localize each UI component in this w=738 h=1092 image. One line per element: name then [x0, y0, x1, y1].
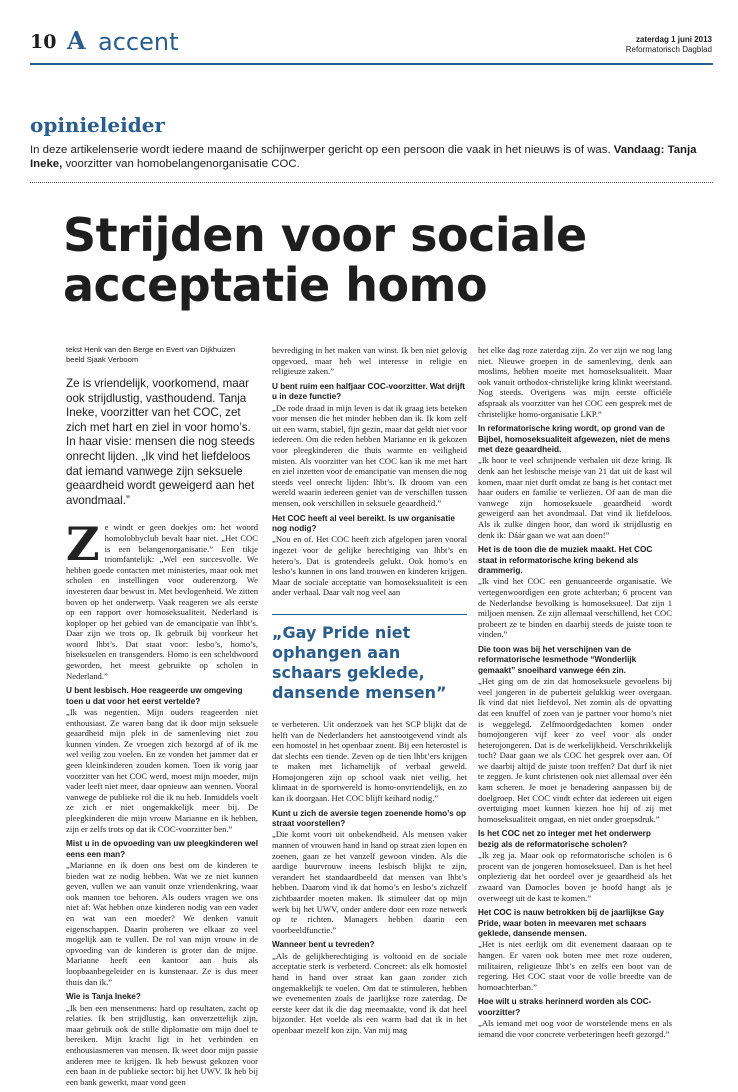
- answer: „Ik vind het COC een genuanceerde organisatie. We vertegenwoordigen een grote achterban; 6 procent van de Nederlandse bevolking is homoseksueel. Dat zijn 1 miljoen mensen. Ze zijn allemaal verschillend, het COC probeert ze te binden en daarbij steeds de juiste toon te vinden.”: [478, 576, 672, 640]
- answer: „Die komt voort uit onbekendheid. Als mensen vaker mannen of vrouwen hand in hand op straat zien lopen en zoenen, gaan ze het vanzelf gewoon vinden. Als die aardige buurvrouw ineens lesbisch blijkt te zijn, verandert het standaardbeeld dat mensen van lhbt’s hebben. Daarom vind ik dat homo’s en lesbo’s zichzelf zichtbaarder moeten maken. Ik stimuleer dat op mijn werk bij het UWV, onder andere door een roze netwerk op te richten. Managers hebben daarin een voorbeeldfunctie.”: [272, 829, 467, 935]
- answer: „Ik was negentien. Mijn ouders reageerden niet enthousiast. Ze waren bang dat ik door mijn seksuele geaardheid mijn plek in de samenleving niet zou kunnen vinden. Ze vroegen zich bezorgd af of ik me wel veilig zou voelen. En ze vonden het jammer dat er geen kleinkinderen zouden komen. Toen ik vorig jaar voorzitter van het COC werd, moest mijn moeder, mijn vader leeft niet meer, daar opnieuw aan wennen. Vooral vanwege de publieke rol die ik nu heb. Inmiddels voelt ze zich er niet ongemakkelijk meer bij. De pleegkinderen die mijn vrouw Marianne en ik hebben, zijn er zelfs trots op dat ik COC-voorzitter ben.”: [66, 707, 258, 834]
- question: Mist u in de opvoeding van uw pleegkinderen wel eens een man?: [66, 839, 258, 859]
- answer: „Als de gelijkberechtiging is voltooid en de sociale acceptatie sterk is verbeterd. Concreet: als elk homostel hand in hand over straat kan gaan zonder zich ongemakkelijk te voelen. Om dat te stimuleren, hebben we evenementen zoals de jaarlijkse roze zaterdag. De eerste keer dat ik die dag meemaakte, vond ik dat heel bijzonder. Het voelde als een warm bad dat ik in het openbaar mezelf kon zijn. Van mij mag: [272, 950, 467, 1035]
- drop-cap: Z: [66, 517, 100, 572]
- question: Die toon was bij het verschijnen van de reformatorische lesmethode “Wonderlijk gemaakt” snoeihard vanwege één zin.: [478, 644, 637, 675]
- dateline: [626, 35, 712, 55]
- body-paragraph: bevrediging in het maken van winst. Ik ben niet gelovig opgevoed, maar heb wel interesse in religie en religieuze zaken.”: [272, 345, 467, 377]
- question: Het COC heeft al veel bereikt. Is uw organisatie nog nodig?: [272, 513, 455, 533]
- question: Is het COC net zo integer met het onderwerp bezig als de reformatorische scholen?: [478, 829, 651, 849]
- issue-date: zaterdag 1 juni 2013: [635, 35, 712, 44]
- question: In reformatorische kring wordt, op grond van de Bijbel, homoseksualiteit afgewezen, niet de mens met deze geaardheid.: [478, 424, 671, 454]
- section-title: accent: [98, 28, 179, 56]
- body-paragraph: Ze windt er geen doekjes om: het woord homolobbyclub bevalt haar niet. „Het COC is een belangenorganisatie.” Een tikje triomfantelijk: „Wel een succesvolle. We hebben goede contacten met ministeries, maar ook met scholen en instellingen voor ouderenzorg. We investeren daar bewust in. Met bevlogenheid. We zitten boven op het onderwerp. Vaak reageren we als eerste op een rapport over homoseksualiteit. Nederland is koploper op het gebied van de emancipatie van lhbt’s. Daar zijn we trots op. Ik gebruik bij voorkeur het woord lhbt’s. Dat staat voor: lesbo’s, homo’s, biseksuelen en transgenders. Homo is een scheldwoord geworden, het meest gebruikte op scholen in Nederland.”: [66, 517, 258, 681]
- question: U bent ruim een halfjaar COC-voorzitter. Wat drijft u in deze functie?: [272, 381, 466, 402]
- question: Het COC is nauw betrokken bij de jaarlijkse Gay Pride, waar boten in meevaren met schaars geklede, dansende mensen.: [478, 908, 665, 939]
- article-column-2: [272, 345, 467, 1041]
- pull-quote: „Gay Pride niet ophangen aan schaars geklede, dansende mensen”: [272, 614, 467, 703]
- question: U bent lesbisch. Hoe reageerde uw omgeving toen u dat voor het eerst vertelde?: [66, 686, 243, 706]
- question: Het is de toon die de muziek maakt. Het COC staat in reformatorische kring bekend als drammerig.: [478, 545, 653, 575]
- question: Wie is Tanja Ineke?: [66, 992, 141, 1002]
- answer: „Marianne en ik doen ons best om de kinderen te bieden wat ze nodig hebben. Wat we ze niet kunnen geven, vullen we aan vanuit onze vriendenkring, waar ook mannen toe behoren. Als ouders vragen we ons niet af: Wat hebben onze kinderen nodig van een vader en wat van een moeder? We denken vanuit eigenschappen. Daarin proberen we elkaar zo veel mogelijk aan te vullen. De rol van mijn vrouw in de opvoeding van de kinderen is groter dan de mijne. Marianne heeft een kantoor aan huis als loopbaanbegeleider en is kunstenaar. Ze is dus meer thuis dan ik.”: [66, 860, 258, 987]
- byline: tekst Henk van den Berge en Evert van Dijkhuizen beeld Sjaak Verboom: [66, 345, 236, 364]
- answer: „Ik ben een mensenmens: hard op resultaten, zacht op relaties. Ik ben strijdlustig, kan onverzettelijk zijn, maar gebruik ook de stille diplomatie om mijn doel te bereiken. Mijn kracht ligt in het verbinden en enthousiasmeren van mensen. Ik weet door mijn passie anderen mee te krijgen. Ik heb bewust gekozen voor een baan in de publieke sector: bij het UWV. Ik heb bij een bank gewerkt, maar vond geen: [66, 1002, 258, 1087]
- answer: „Het is niet eerlijk om dit evenement daaraan op te hangen. Er varen ook boten mee met roze ouderen, militairen, religieuze lhbt’s en zelfs een boot van de regering. Het COC staat voor de volle breedte van de homoachterban.”: [478, 939, 672, 992]
- series-kicker: opinieleider: [30, 113, 165, 137]
- page-number: 10: [30, 31, 57, 53]
- body-paragraph: het elke dag roze zaterdag zijn. Zo ver zijn we nog lang niet. Nieuwe groepen in de samenleving, denk aan moslims, hebben moeite met homoseksualiteit. Maar ook vanuit orthodox-christelijke kring klinkt weerstand. Nog steeds. Overigens was mijn eerste officiële afspraak als voorzitter van het COC een gesprek met de christelijke homo-organisatie LKP.”: [478, 345, 672, 419]
- article-column-1: [66, 345, 258, 1092]
- answer: „Nou en of. Het COC heeft zich afgelopen jaren vooral ingezet voor de gelijke berechtiging van lhbt’s en hetero’s. Dat is grotendeels gelukt. Ook homo’s en lesbo’s kunnen in ons land trouwen en kinderen krijgen. Maar de sociale acceptatie van homoseksualiteit is een ander verhaal. Daar valt nog veel aan: [272, 534, 467, 598]
- answer: „De rode draad in mijn leven is dat ik graag iets beteken voor mensen die het minder hebben dan ik. Ik kom zelf uit een warm, stabiel, fijn gezin, maar dat geldt niet voor iedereen. Om die reden hebben Marianne en ik gekozen voor pleegkinderen die thuis warmte en veiligheid misten. Als voorzitter van het COC kan ik me met hart en ziel inzetten voor de emancipatie van mensen die nog steeds veel onrecht lijden: lhbt’s. Ik droom van een wereld waarin iedereen geniet van de verschillen tussen mensen, ook verschillen in seksuele geaardheid.”: [272, 402, 467, 508]
- question: Hoe wilt u straks herinnerd worden als COC-voorzitter?: [478, 997, 652, 1017]
- answer: „Ik zeg ja. Maar ook op reformatorische scholen is 6 procent van de jongeren homoseksueel. Dan is het heel onplezierig dat het oordeel over je geaardheid als het zwaard van Damocles boven je hoofd hangt als je overweegt uit de kast te komen.”: [478, 850, 672, 903]
- answer: „Het ging om de zin dat homoseksuele gevoelens bij veel jongeren in de puberteit gelukkig weer overgaan. Ik vind dat niet liefdevol. Net zomin als de opvatting dat een knuffel of zoen van je partner voor homo’s niet is weggelegd. Zelfmoordgedachten komen onder homojongeren vijf keer zo veel voor als onder heterojongeren. Dat is de werkelijkheid. Verschrikkelijk toch? Daar gaan we als COC het gesprek over aan. Of we daarbij altijd de juiste toon treffen? Dat durf ik niet te zeggen. Je kunt christenen ook niet allemaal over één kam scheren. Je moet je benadering aanpassen bij de doelgroep. Het COC vindt echter dat iedereen uit eigen overtuiging moet kunnen kiezen hoe hij of zij met homoseksualiteit omgaat, en niet onder groepsdruk.”: [478, 676, 672, 824]
- series-intro: In deze artikelenserie wordt iedere maand de schijnwerper gericht op een persoon die vaak in het nieuws is of was. Vandaag: Tanja Ineke, voorzitter van homobelangenorganisatie COC.: [30, 144, 697, 170]
- question: Wanneer bent u tevreden?: [272, 940, 375, 950]
- question: Kunt u zich de aversie tegen zoenende homo’s op straat voorstellen?: [272, 808, 466, 829]
- header-rule: [30, 63, 713, 65]
- body-paragraph: te verbeteren. Uit onderzoek van het SCP blijkt dat de helft van de Nederlanders het aanstootgevend vindt als een homostel in het openbaar zoent. Bij een heterostel is dat slechts een tiende. Zeven op de tien lhbt’ers krijgen te maken met lichamelijk of verbaal geweld. Homojongeren zijn op school vaak niet veilig, het klimaat in de sportwereld is homo-onvriendelijk, en zo kan ik doorgaan. Het COC blijft keihard nodig.”: [272, 718, 467, 804]
- headline: Strijden voor sociale acceptatie homo: [63, 208, 587, 312]
- answer: „Als iemand met oog voor de worstelende mens en als iemand die voor concrete verbeteringen heeft gezorgd.”: [478, 1018, 672, 1039]
- answer: „Ik hoor te veel schrijnende verhalen uit deze kring. Ik denk aan het lesbische meisje van 21 dat uit de kast wil komen, maar niet durft omdat ze bang is het contact met haar ouders en familie te verliezen. Of aan de man die vanwege zijn homoseksuele geaardheid wordt geweigerd aan het avondmaal. Dat vind ik liefdeloos. Als ik zulke dingen hoor, dan word ik strijdlustig en denk ik: Dáár gaan we wat aan doen!”: [478, 455, 672, 540]
- article-column-3: [478, 345, 672, 1044]
- paper-name: Reformatorisch Dagblad: [625, 45, 712, 54]
- newspaper-logo: A: [67, 26, 86, 55]
- lead-paragraph: Ze is vriendelijk, voorkomend, maar ook strijdlustig, vasthoudend. Tanja Ineke, voorzitter van het COC, zet zich met hart en ziel in voor homo’s. In haar visie: mensen die nog steeds onrecht lijden. „Ik vind het liefdeloos dat iemand vanwege zijn seksuele geaardheid wordt geweigerd aan het avondmaal.”: [66, 377, 255, 507]
- dotted-divider: [30, 182, 713, 183]
